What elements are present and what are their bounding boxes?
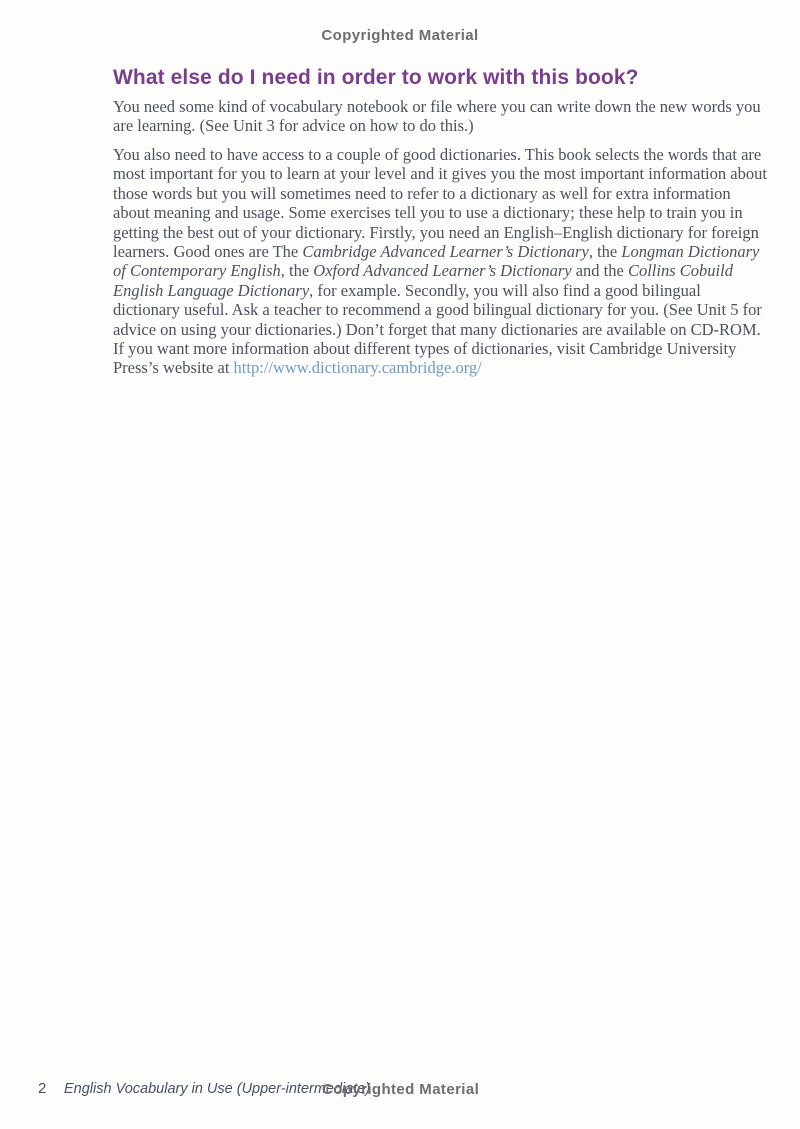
text-segment: , the [588, 242, 622, 262]
text-segment: and the [571, 261, 628, 281]
dictionary-title: Oxford Advanced Learner’s Dictionary [313, 261, 572, 281]
text-segment: You also need to have access to a couple of good dictionaries. This book selects the words that are most important for you to learn at your level and it gives you the most important information about those words but you will sometimes need to refer to a dictionary as well for extra information about meaning and usage. Some exercises tell you to use a dictionary; these help to train you in getting the best out of your dictionary. Firstly, you need an English–English dictionary for foreign learners. Good ones are The [113, 145, 767, 262]
page-number: 2 [38, 1080, 47, 1097]
copyright-watermark-bottom: Copyrighted Material [322, 1081, 480, 1098]
paragraph-dictionaries [113, 145, 769, 378]
dictionary-title: Cambridge Advanced Learner’s Dictionary [302, 242, 589, 262]
text-segment: , the [280, 261, 314, 281]
dictionary-website-link[interactable]: http://www.dictionary.cambridge.org/ [233, 358, 482, 378]
copyright-watermark-top: Copyrighted Material [321, 27, 479, 44]
paragraph-notebook: You need some kind of vocabulary notebook or file where you can write down the new words you are learning. (See Unit 3 for advice on how to do this.) [113, 97, 761, 136]
text-segment: , for example. Secondly, you will also find a good bilingual dictionary useful. Ask a teacher to recommend a good bilingual dictionary for you. (See Unit 5 for advice on using your dictionaries.) Don’t forget that many dictionaries are available on CD-ROM. If you want more information about different types of dictionaries, visit Cambridge University Press’s website at [113, 280, 762, 378]
dictionary-title: Longman Dictionary of Contemporary English [113, 242, 760, 281]
section-heading: What else do I need in order to work with this book? [113, 66, 639, 89]
dictionary-title: Collins Cobuild English Language Dictionary [113, 261, 733, 300]
page-footer [0, 1080, 800, 1102]
book-title: English Vocabulary in Use (Upper-intermediate) [64, 1081, 371, 1097]
